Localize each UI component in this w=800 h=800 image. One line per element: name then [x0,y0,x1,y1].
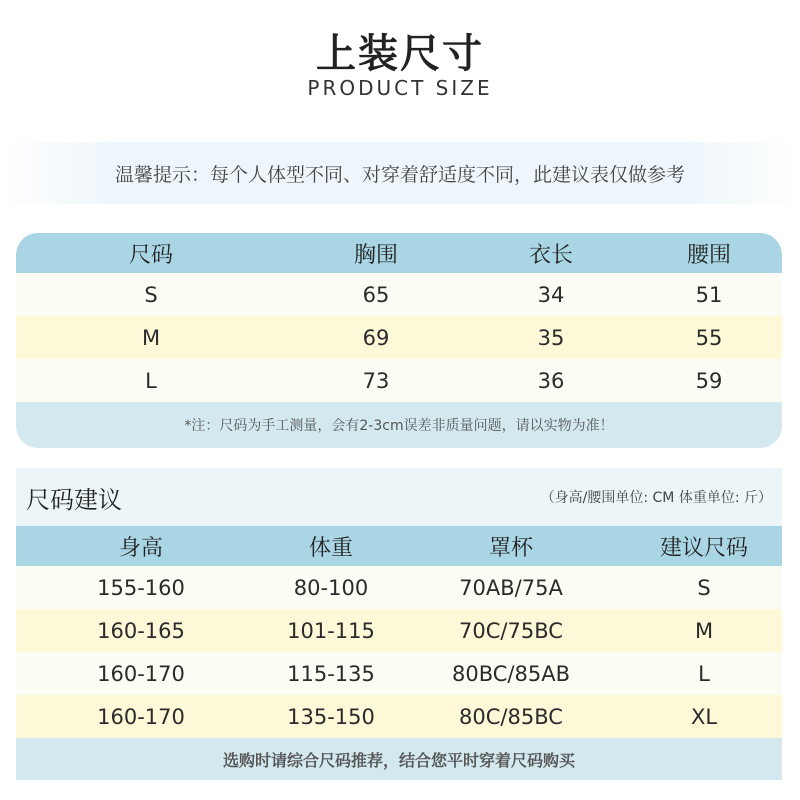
cell-height: 155-160 [97,575,185,600]
tip-bar [0,142,800,204]
cell-length: 35 [537,325,565,350]
table-row [16,566,782,609]
cell-length: 36 [537,368,565,393]
recommend-table [16,468,782,780]
cell-size: L [145,368,157,393]
cell-recommended-size: S [697,575,711,600]
recommend-title: 尺码建议 [26,485,122,514]
size-table [16,233,782,448]
recommend-footer: 选购时请综合尺码推荐，结合您平时穿着尺码购买 [16,738,782,780]
cell-waist: 59 [695,368,723,393]
cell-cup: 80BC/85AB [452,661,570,686]
cell-cup: 70C/75BC [459,618,563,643]
page-subtitle: PRODUCT SIZE [307,76,493,100]
cell-size: S [144,282,158,307]
header-chest: 胸围 [353,242,398,268]
cell-waist: 55 [695,325,723,350]
cell-chest: 69 [362,325,390,350]
header-size: 尺码 [128,242,173,268]
header-cup: 罩杯 [488,535,533,561]
page-title: 上装尺寸 [316,31,484,77]
cell-height: 160-170 [97,661,185,686]
recommend-units: （身高/腰围单位: CM 体重单位: 斤） [540,490,772,506]
cell-weight: 135-150 [287,704,375,729]
tip-text: 温馨提示：每个人体型不同、对穿着舒适度不同，此建议表仅做参考 [114,163,685,186]
table-row [16,609,782,652]
cell-weight: 115-135 [287,661,375,686]
header-height: 身高 [118,535,163,561]
recommend-table-header [16,526,782,566]
cell-recommended-size: L [698,661,710,686]
cell-weight: 101-115 [287,618,375,643]
table-row [16,359,782,402]
cell-recommended-size: M [694,618,714,643]
cell-height: 160-170 [97,704,185,729]
table-row [16,695,782,738]
cell-recommended-size: XL [690,704,718,729]
header-length: 衣长 [528,242,573,268]
table-row [16,273,782,316]
header-recommended-size: 建议尺码 [659,535,748,561]
table-row [16,652,782,695]
cell-chest: 65 [362,282,390,307]
header-waist: 腰围 [686,242,731,268]
cell-cup: 70AB/75A [459,575,563,600]
cell-size: M [141,325,161,350]
recommend-title-bar [16,468,782,526]
cell-weight: 80-100 [293,575,369,600]
cell-waist: 51 [695,282,723,307]
cell-length: 34 [537,282,565,307]
table-row [16,316,782,359]
header-weight: 体重 [308,535,353,561]
size-table-header [16,233,782,273]
cell-chest: 73 [362,368,390,393]
cell-height: 160-165 [97,618,185,643]
cell-cup: 80C/85BC [459,704,563,729]
size-table-note: *注：尺码为手工测量，会有2-3cm误差非质量问题，请以实物为准！ [16,402,782,448]
